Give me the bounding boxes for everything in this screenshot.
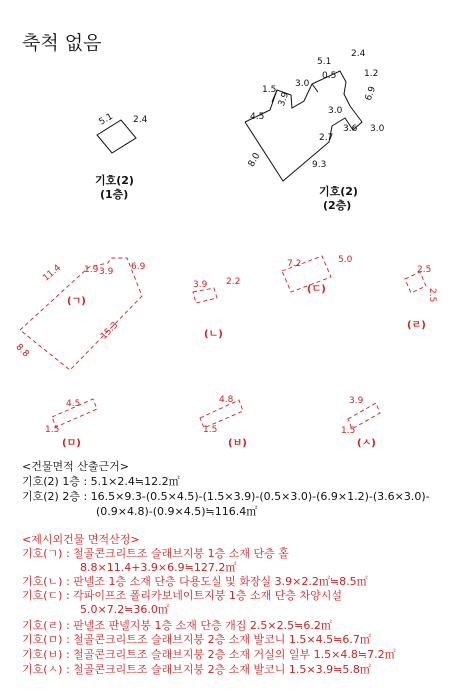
dim-label: 6.9 xyxy=(131,262,146,272)
area-calc-line: 기호(2) 1층 : 5.1×2.4≒12.2㎡ xyxy=(22,475,180,488)
dim-label: 1.5 xyxy=(341,426,356,436)
building-2-floor: (2층) xyxy=(323,199,352,212)
dim-label: 3.0 xyxy=(295,79,310,89)
area-calc-line: (0.9×4.8)-(0.9×4.5)≒116.4㎡ xyxy=(96,505,258,518)
dim-label: 1.5 xyxy=(203,425,218,435)
extra-ga-label: (ㄱ) xyxy=(67,296,86,307)
area-calc-line: 기호(2) 2층 : 16.5×9.3-(0.5×4.5)-(1.5×3.9)-(0.5×3.0)-(6.9×1.2)-(3.6×3.0)- xyxy=(22,490,430,503)
extra-ga-outline xyxy=(20,258,142,370)
dim-label: 3.0 xyxy=(370,124,385,134)
building-2-name: 기호(2) xyxy=(319,185,358,198)
dim-label: 15.3 xyxy=(99,320,121,342)
dim-label: 1.5 xyxy=(262,85,277,95)
dim-label: 3.9 xyxy=(193,280,208,290)
extra-calc-line: 기호(ㄱ) : 철골콘크리트조 슬래브지붕 1층 소재 단층 홀 xyxy=(22,547,289,560)
dim-label: 2.5 xyxy=(427,288,437,303)
extra-calc-heading: <제시외건물 면적산정> xyxy=(22,533,140,546)
extra-ra-outline xyxy=(405,272,426,293)
dim-label: 3.9 xyxy=(349,396,364,406)
extra-da-label: (ㄷ) xyxy=(307,284,326,295)
extra-calc-line: 기호(ㄹ) : 판넬조 판넬지붕 1층 소재 단층 개집 2.5×2.5≒6.2㎡ xyxy=(22,619,332,632)
dim-label: 8.8 xyxy=(13,342,31,360)
dim-label: 3.6 xyxy=(343,124,358,134)
extra-calc-line: 5.0×7.2≒36.0㎡ xyxy=(80,603,169,616)
dim-label: 4.5 xyxy=(66,399,81,409)
dim-label: 11.4 xyxy=(41,263,64,284)
extra-ma-label: (ㅁ) xyxy=(62,438,81,449)
dim-label: 5.1 xyxy=(317,57,332,67)
extra-sa-label: (ㅅ) xyxy=(357,438,376,449)
building-1-floor: (1층) xyxy=(100,188,129,201)
dim-label: 8.0 xyxy=(246,151,263,169)
dim-label: 1.5 xyxy=(45,425,60,435)
dim-label: 2.4 xyxy=(351,49,366,59)
building-1-name: 기호(2) xyxy=(95,174,134,187)
dim-label: 2.2 xyxy=(226,277,241,287)
dim-label: 2.7 xyxy=(319,133,334,143)
dim-label: 1.9 xyxy=(84,265,99,275)
extra-calc-line: 기호(ㅁ) : 철골콘크리트조 슬래브지붕 2층 소재 발코니 1.5×4.5≒6.7㎡ xyxy=(22,633,371,646)
dim-label: 1.2 xyxy=(364,69,379,79)
dim-label: 3.9 xyxy=(99,267,114,277)
dim-label: 9.3 xyxy=(312,160,327,170)
extra-ba-label: (ㅂ) xyxy=(228,438,247,449)
extra-calc-line: 기호(ㅂ) : 철골콘크리트조 슬래브지붕 2층 소재 거실의 일부 1.5×4.8≒7.2㎡ xyxy=(22,648,396,661)
dim-label: 3.0 xyxy=(328,106,343,116)
dim-label: 0.5 xyxy=(322,71,337,81)
extra-na-label: (ㄴ) xyxy=(204,329,223,340)
dim-label: 7.2 xyxy=(287,259,302,269)
extra-na-outline xyxy=(193,288,217,303)
extra-calc-line: 8.8×11.4+3.9×6.9≒127.2㎡ xyxy=(80,561,237,574)
area-calc-heading: <건물면적 산출근거> xyxy=(22,460,129,473)
dim-label: 3.9 xyxy=(276,90,292,108)
extra-calc-line: 기호(ㅅ) : 철골콘크리트조 슬래브지붕 2층 소재 발코니 1.5×3.9≒5.8㎡ xyxy=(22,663,371,676)
scale-note: 축척 없음 xyxy=(22,32,102,54)
dim-label: 4.8 xyxy=(219,395,234,405)
extra-calc-line: 기호(ㄴ) : 판넬조 1층 소재 단층 다용도실 및 화장실 3.9×2.2㎡≒8.5㎡ xyxy=(22,575,368,588)
dim-label: 6.9 xyxy=(363,85,379,103)
dim-label: 5.1 xyxy=(97,111,115,128)
extra-calc-line: 기호(ㄷ) : 각파이프조 폴리카보네이트지붕 1층 소재 단층 차양시설 xyxy=(22,589,343,602)
dim-label: 4.5 xyxy=(250,112,265,122)
dim-label: 2.5 xyxy=(417,265,432,275)
extra-ra-label: (ㄹ) xyxy=(407,320,426,331)
dim-label: 2.4 xyxy=(133,115,148,125)
dim-label: 5.0 xyxy=(338,255,353,265)
